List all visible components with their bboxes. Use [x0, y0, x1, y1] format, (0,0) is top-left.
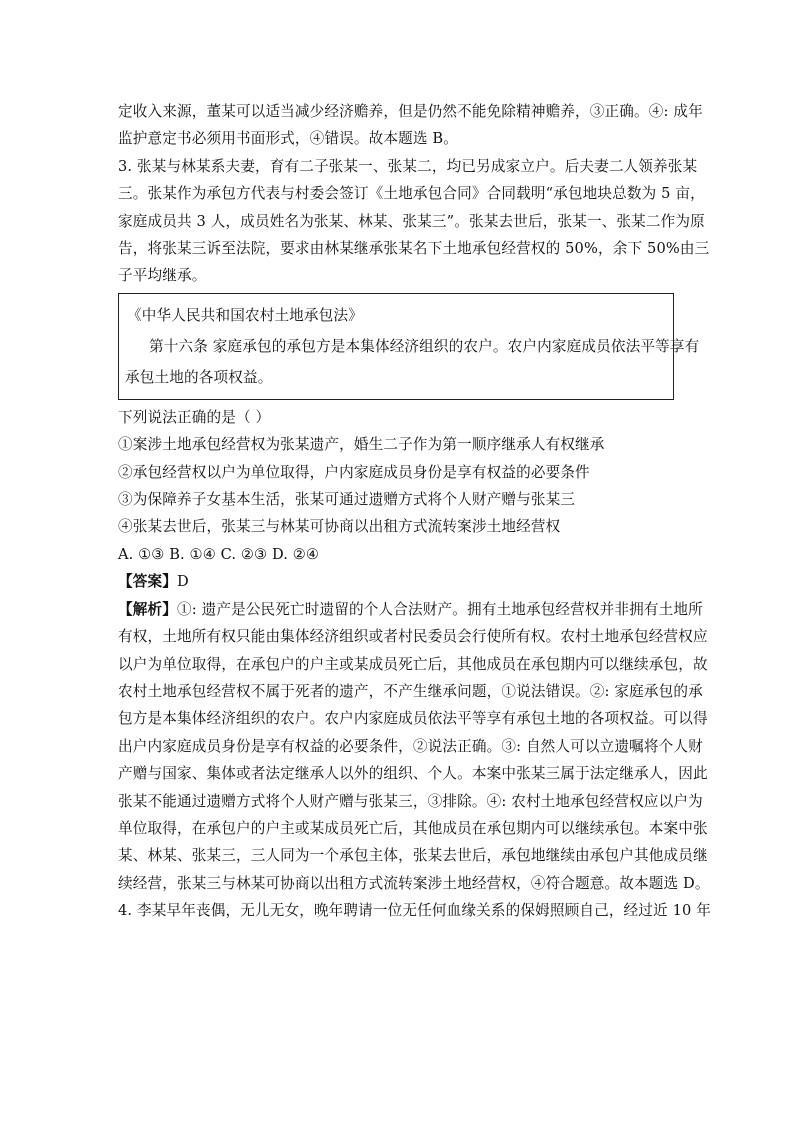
analysis-line: 定收入来源，董某可以适当减少经济赡养，但是仍然不能免除精神赡养，③正确。④: 成年 — [118, 103, 703, 120]
analysis-line: 产赠与国家、集体或者法定继承人以外的组织、个人。本案中张某三属于法定继承人，因此 — [118, 765, 708, 783]
question-stem-line: 子平均继承。 — [118, 267, 207, 285]
question-3 — [118, 153, 710, 897]
analysis-label: 【解析】 — [118, 600, 177, 618]
analysis-line: 包方是本集体经济组织的农户。农户内家庭成员依法平等享有承包土地的各项权益。可以得 — [118, 710, 708, 728]
document-page — [118, 98, 711, 925]
law-title: 《中华人民共和国农村土地承包法》 — [127, 306, 363, 324]
analysis-line: 农村土地承包经营权不属于死者的遗产，不产生继承问题，①说法错误。②: 家庭承包的承 — [118, 682, 703, 700]
law-article-line: 第十六条 家庭承包的承包方是本集体经济组织的农户。农户内家庭成员依法平等享有 — [149, 337, 700, 355]
statement-1: ①案涉土地承包经营权为张某遗产，婚生二子作为第一顺序继承人有权继承 — [118, 436, 605, 454]
analysis-line: 续经营，张某三与林某可协商以出租方式流转案涉土地经营权，④符合题意。故本题选 D。 — [118, 874, 710, 892]
analysis-line: 以户为单位取得，在承包户的户主或某成员死亡后，其他成员在承包期内可以继续承包，故 — [118, 655, 708, 673]
law-excerpt-box — [118, 293, 700, 400]
law-article-line: 承包土地的各项权益。 — [125, 368, 273, 386]
analysis-line: 张某不能通过遗赠方式将个人财产赠与张某三，③排除。④: 农村土地承包经营权应以户为 — [118, 792, 703, 810]
previous-analysis — [118, 98, 703, 153]
question-stem-line: 家庭成员共 3 人，成员姓名为张某、林某、张某三”。张某去世后，张某一、张某二作为原 — [118, 212, 705, 230]
answer-options: A. ①③ B. ①④ C. ②③ D. ②④ — [118, 545, 320, 563]
answer-value: D — [176, 573, 189, 591]
question-stem-line: 三。张某作为承包方代表与村委会签订《土地承包合同》合同载明“承包地块总数为 5 亩， — [118, 185, 705, 203]
analysis-line: 某、林某、张某三，三人同为一个承包主体，张某去世后，承包地继续由承包户其他成员继 — [118, 847, 708, 865]
answer-label: 【答案】 — [118, 573, 177, 591]
statement-3: ③为保障养子女基本生活，张某可通过遗赠方式将个人财产赠与张某三 — [118, 491, 576, 509]
question-stem-line: 告，将张某三诉至法院，要求由林某继承张某名下土地承包经营权的 50%，余下 50%由三 — [118, 240, 710, 258]
question-4 — [118, 897, 711, 924]
analysis-line: 出户内家庭成员身份是享有权益的必要条件，②说法正确。③: 自然人可以立遗嘱将个人财 — [118, 737, 703, 755]
question-prompt: 下列说法正确的是（ ） — [118, 408, 271, 426]
analysis-line — [118, 596, 703, 623]
statement-2: ②承包经营权以户为单位取得，户内家庭成员身份是享有权益的必要条件 — [118, 463, 590, 481]
answer-line — [118, 568, 680, 595]
analysis-line: 监护意定书必须用书面形式，④错误。故本题选 B。 — [118, 130, 459, 148]
question-stem-line: 3. 张某与林某系夫妻，育有二子张某一、张某二，均已另成家立户。后夫妻二人领养张某 — [118, 157, 698, 175]
statement-4: ④张某去世后，张某三与林某可协商以出租方式流转案涉土地经营权 — [118, 518, 561, 536]
question-stem-line: 4. 李某早年丧偶，无儿无女，晚年聘请一位无任何血缘关系的保姆照顾自己，经过近 10 年 — [118, 902, 711, 920]
analysis-text: ①: 遗产是公民死亡时遗留的个人合法财产。拥有土地承包经营权并非拥有土地所 — [176, 600, 703, 618]
analysis-line: 单位取得，在承包户的户主或某成员死亡后，其他成员在承包期内可以继续承包。本案中张 — [118, 819, 708, 837]
analysis-line: 有权，土地所有权只能由集体经济组织或者村民委员会行使所有权。农村土地承包经营权应 — [118, 628, 708, 646]
